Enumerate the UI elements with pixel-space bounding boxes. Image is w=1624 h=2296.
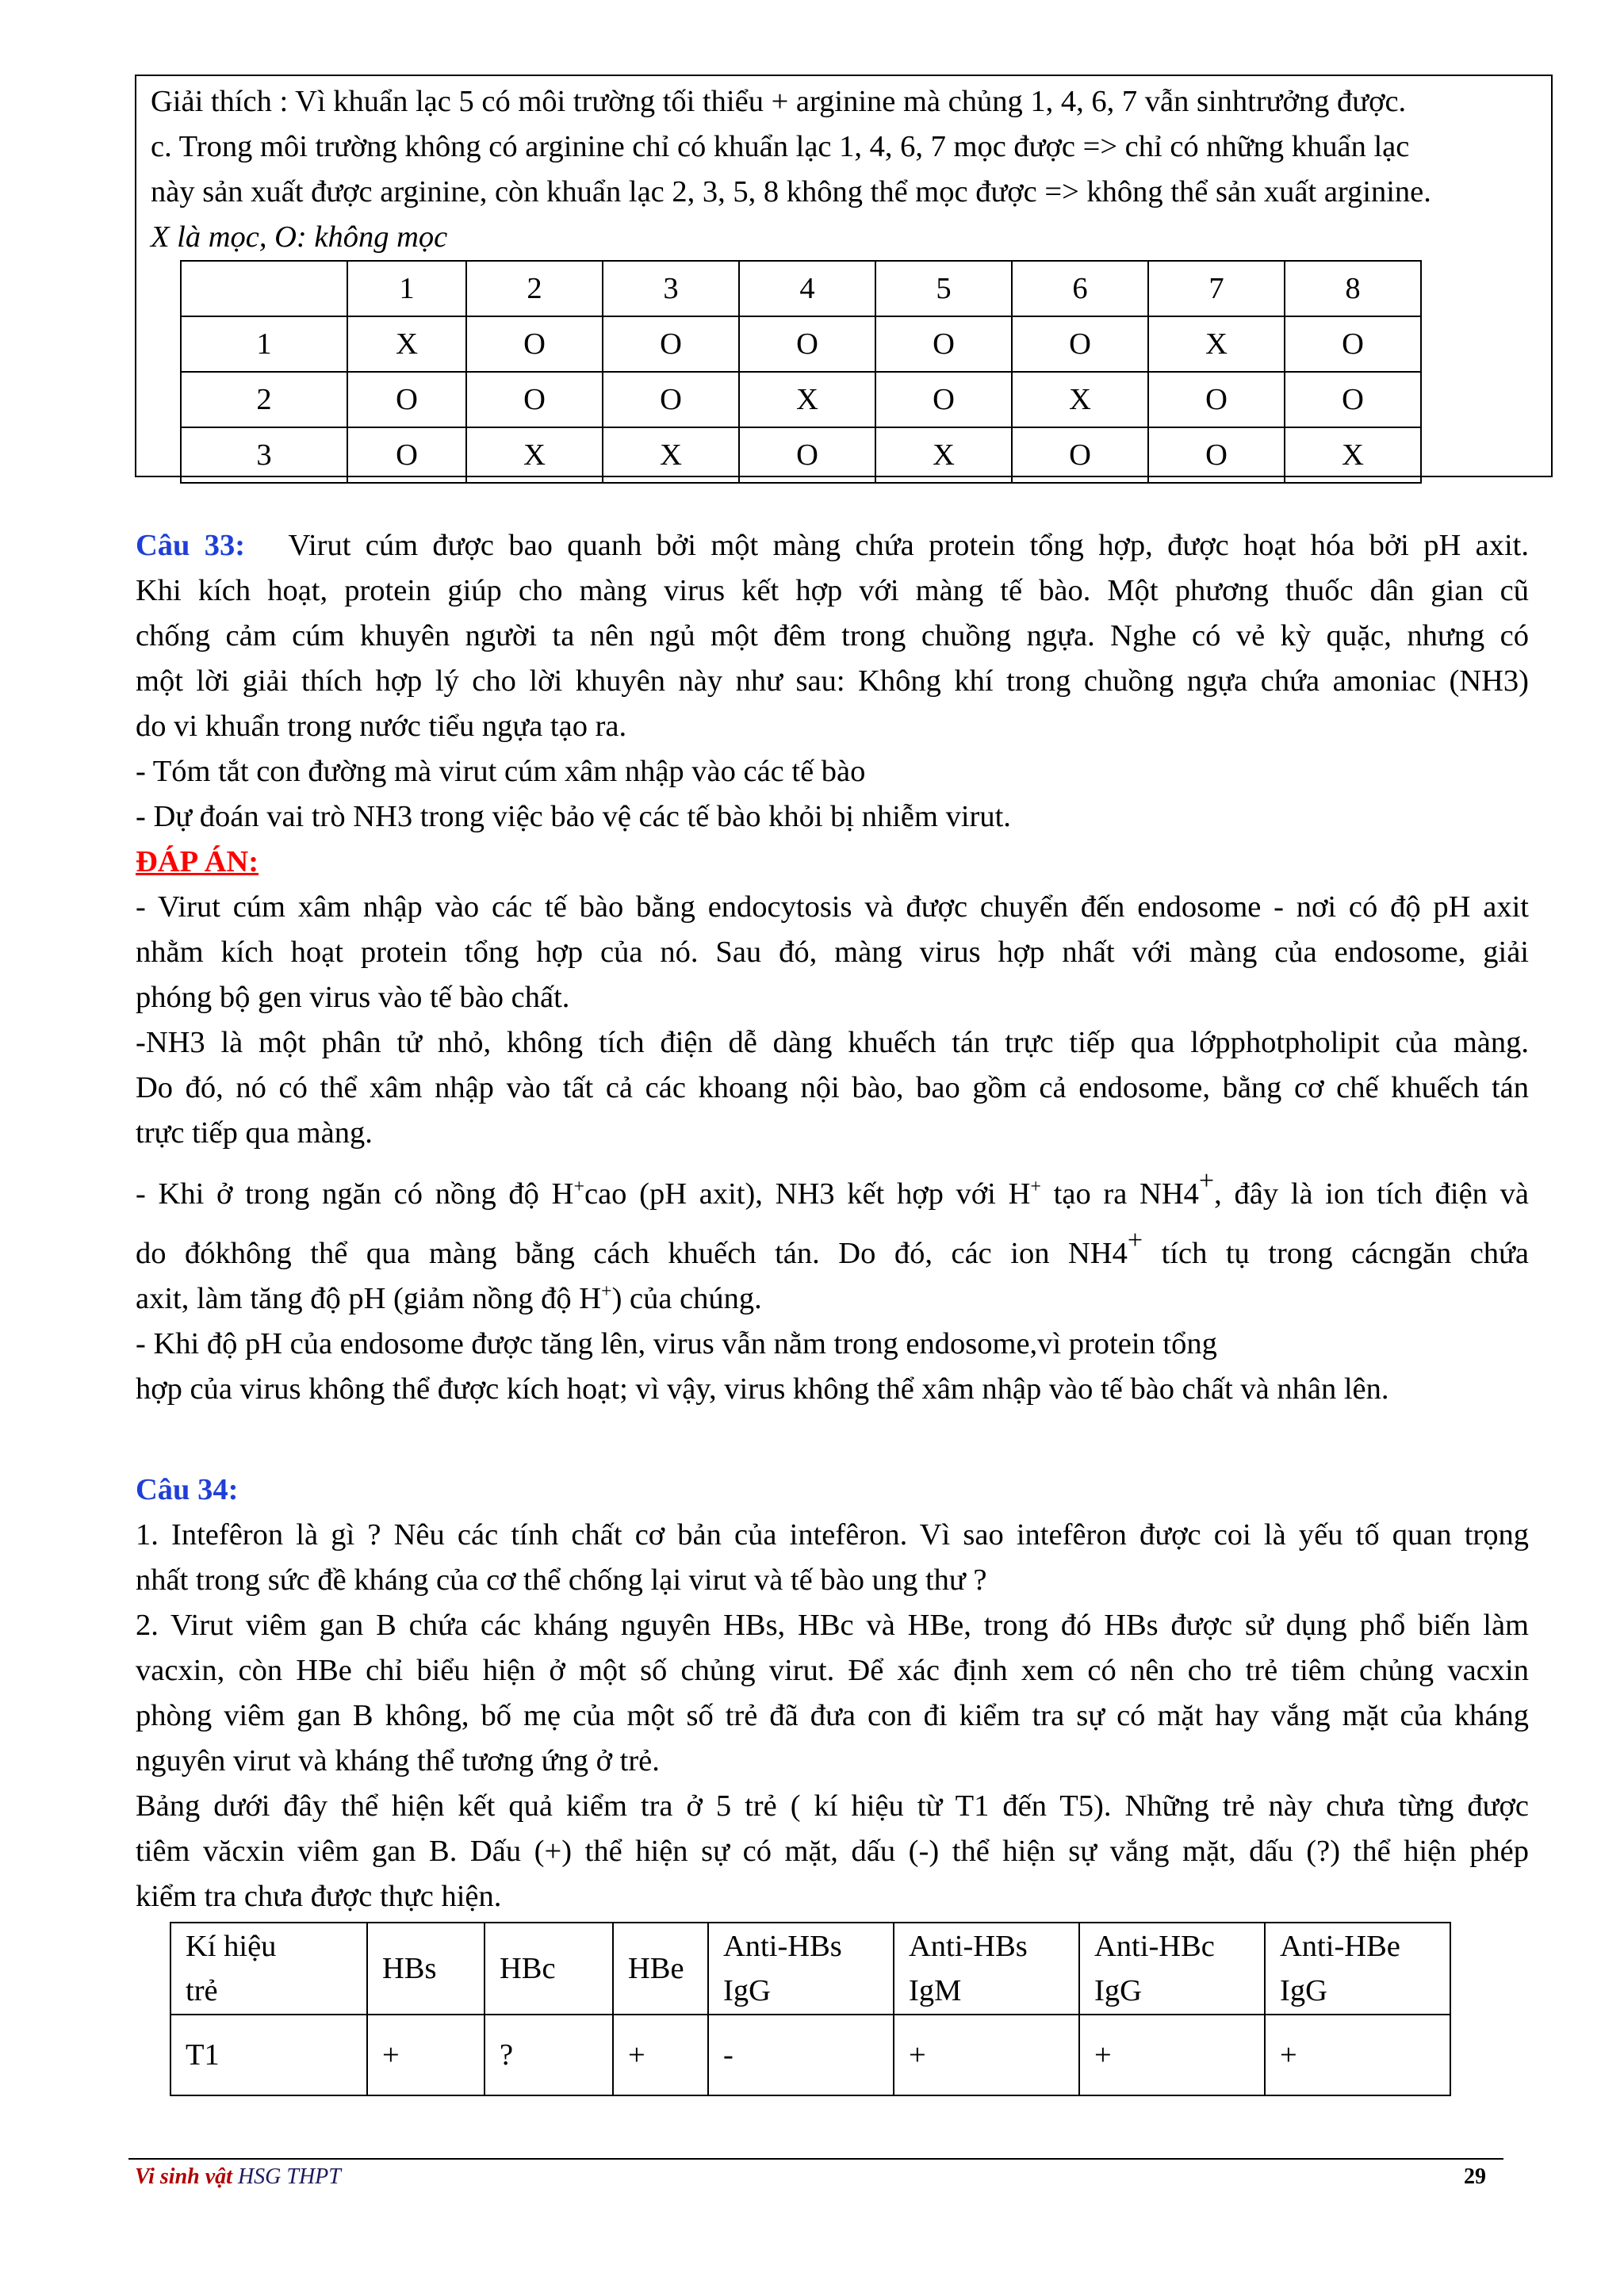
table-header-cell: HBs — [367, 1923, 485, 2015]
table-cell: + — [1079, 2015, 1265, 2095]
table-cell: X — [1012, 372, 1148, 427]
table-cell: O — [1285, 372, 1421, 427]
table-header-cell: Anti-HBc IgG — [1079, 1923, 1265, 2015]
table-header-cell: Kí hiệu trẻ — [170, 1923, 367, 2015]
answer-text: do đókhông thể qua màng bằng cách khuếch tán. Do đó, các ion NH4+ tích tụ trong cácngăn chứa — [136, 1226, 1530, 1270]
question-text: Khi kích hoạt, protein giúp cho màng virus kết hợp với màng tế bào. Một phương thuốc dân gian cũ — [136, 574, 1529, 607]
hepatitis-test-table — [170, 1922, 1451, 2096]
table-cell: X — [739, 372, 875, 427]
answer-text: -NH3 là một phân tử nhỏ, không tích điện dễ dàng khuếch tán trực tiếp qua lớpphotpholipit của màng. — [136, 1026, 1529, 1059]
question-34 — [136, 1468, 1529, 1919]
table-cell: 8 — [1285, 261, 1421, 316]
task-item: - Dự đoán vai trò NH3 trong việc bảo vệ các tế bào khỏi bị nhiễm virut. — [136, 800, 1011, 833]
answer-text: axit, làm tăng độ pH (giảm nồng độ H+) của chúng. — [136, 1281, 762, 1315]
question-text: 1. Intefêron là gì ? Nêu các tính chất cơ bản của intefêron. Vì sao intefêron được coi là yếu tố quan trọng — [136, 1518, 1529, 1552]
table-cell: + — [613, 2015, 708, 2095]
table-cell: X — [466, 427, 603, 483]
table-header-cell: HBe — [613, 1923, 708, 2015]
table-cell: X — [347, 316, 466, 372]
table-header-cell: Anti-HBs IgG — [708, 1923, 894, 2015]
question-label: Câu 34: — [136, 1473, 239, 1506]
table-cell: 3 — [603, 261, 739, 316]
table-cell: O — [347, 372, 466, 427]
question-text: 2. Virut viêm gan B chứa các kháng nguyên HBs, HBc và HBe, trong đó HBs được sử dụng phổ biến làm — [136, 1609, 1529, 1642]
footer-divider — [128, 2158, 1503, 2160]
explanation-line: Giải thích : Vì khuẩn lạc 5 có môi trường tối thiểu + arginine mà chủng 1, 4, 6, 7 vẫn sinhtrưởng được. — [151, 85, 1407, 118]
table-row — [181, 316, 1421, 372]
answer-text: trực tiếp qua màng. — [136, 1116, 373, 1150]
question-text: chống cảm cúm khuyên người ta nên ngủ một đêm trong chuồng ngựa. Nghe có vẻ kỳ quặc, nhưng có — [136, 619, 1529, 652]
question-text: vacxin, còn HBe chỉ biểu hiện ở một số chủng virut. Để xác định xem có nên cho trẻ tiêm chủng vacxin — [136, 1654, 1529, 1687]
question-text: Virut cúm được bao quanh bởi một màng chứa protein tổng hợp, được hoạt hóa bởi pH axit. — [288, 529, 1529, 562]
table-cell: X — [1285, 427, 1421, 483]
table-cell: O — [466, 372, 603, 427]
question-label: Câu 33: — [136, 529, 246, 562]
table-cell: 7 — [1148, 261, 1285, 316]
table-cell: O — [875, 316, 1012, 372]
answer-text: - Virut cúm xâm nhập vào các tế bào bằng endocytosis và được chuyển đến endosome - nơi có độ pH axit — [136, 890, 1529, 924]
answer-text: nhằm kích hoạt protein tổng hợp của nó. Sau đó, màng virus hợp nhất với màng của endosome, giải — [136, 936, 1529, 969]
table-cell: ? — [485, 2015, 613, 2095]
table-cell: O — [1148, 372, 1285, 427]
table-cell: O — [603, 372, 739, 427]
question-text: nhất trong sức đề kháng của cơ thể chống lại virut và tế bào ung thư ? — [136, 1563, 987, 1597]
table-cell: 1 — [347, 261, 466, 316]
table-legend: X là mọc, O: không mọc — [151, 220, 448, 254]
table-cell: 1 — [181, 316, 347, 372]
table-cell — [181, 261, 347, 316]
question-text: phòng viêm gan B không, bố mẹ của một số trẻ đã đưa con đi kiểm tra sự có mặt hay vắng mặt của kháng — [136, 1699, 1529, 1732]
table-header-row — [181, 261, 1421, 316]
table-cell: 6 — [1012, 261, 1148, 316]
table-cell: 2 — [466, 261, 603, 316]
table-cell: O — [1148, 427, 1285, 483]
question-text: Bảng dưới đây thể hiện kết quả kiểm tra ở 5 trẻ ( kí hiệu từ T1 đến T5). Những trẻ này chưa từng được — [136, 1789, 1529, 1823]
table-cell: X — [1148, 316, 1285, 372]
answer-text: - Khi ở trong ngăn có nồng độ H+cao (pH axit), NH3 kết hợp với H+ tạo ra NH4+, đây là ion tích điện và — [136, 1166, 1529, 1211]
question-text: nguyên virut và kháng thể tương ứng ở trẻ. — [136, 1744, 660, 1777]
table-cell: O — [347, 427, 466, 483]
question-text: do vi khuẩn trong nước tiểu ngựa tạo ra. — [136, 710, 627, 743]
footer-title: Vi sinh vật HSG THPT — [135, 2164, 341, 2189]
table-cell: - — [708, 2015, 894, 2095]
answer-c-line: này sản xuất được arginine, còn khuẩn lạc 2, 3, 5, 8 không thể mọc được => không thể sản xuất arginine. — [151, 175, 1431, 209]
table-cell: X — [603, 427, 739, 483]
table-cell: O — [1012, 427, 1148, 483]
table-cell: 4 — [739, 261, 875, 316]
table-cell: O — [1012, 316, 1148, 372]
answer-text: Do đó, nó có thể xâm nhập vào tất cả các khoang nội bào, bao gồm cả endosome, bằng cơ chế khuếch tán — [136, 1071, 1529, 1104]
table-cell: O — [466, 316, 603, 372]
table-cell: + — [1265, 2015, 1450, 2095]
question-text: kiểm tra chưa được thực hiện. — [136, 1880, 502, 1913]
table-cell: O — [739, 427, 875, 483]
answer-label: ĐÁP ÁN: — [136, 845, 259, 878]
growth-table — [180, 260, 1422, 484]
table-cell: 5 — [875, 261, 1012, 316]
table-header-cell: HBc — [485, 1923, 613, 2015]
table-cell: O — [739, 316, 875, 372]
table-cell: O — [603, 316, 739, 372]
table-header-cell: Anti-HBs IgM — [894, 1923, 1079, 2015]
table-cell: + — [894, 2015, 1079, 2095]
question-33 — [136, 523, 1529, 1412]
page-number: 29 — [1464, 2164, 1486, 2189]
table-cell: T1 — [170, 2015, 367, 2095]
table-cell: O — [875, 372, 1012, 427]
question-text: một lời giải thích hợp lý cho lời khuyên này như sau: Không khí trong chuồng ngựa chứa amoniac (NH3) — [136, 664, 1529, 698]
table-cell: 2 — [181, 372, 347, 427]
question-text: tiêm văcxin viêm gan B. Dấu (+) thể hiện sự có mặt, dấu (-) thể hiện sự vắng mặt, dấu (?) thể hiện phép — [136, 1835, 1529, 1868]
answer-text: phóng bộ gen virus vào tế bào chất. — [136, 981, 570, 1014]
table-cell: O — [1285, 316, 1421, 372]
table-cell: X — [875, 427, 1012, 483]
table-row — [170, 2015, 1450, 2095]
answer-text: hợp của virus không thể được kích hoạt; vì vậy, virus không thể xâm nhập vào tế bào chất và nhân lên. — [136, 1372, 1389, 1406]
answer-c-line: c. Trong môi trường không có arginine chỉ có khuẩn lạc 1, 4, 6, 7 mọc được => chỉ có những khuẩn lạc — [151, 130, 1410, 163]
table-row — [181, 372, 1421, 427]
table-cell: + — [367, 2015, 485, 2095]
table-cell: 3 — [181, 427, 347, 483]
table-row — [181, 427, 1421, 483]
task-item: - Tóm tắt con đường mà virut cúm xâm nhập vào các tế bào — [136, 755, 866, 788]
table-header-cell: Anti-HBe IgG — [1265, 1923, 1450, 2015]
table-header-row — [170, 1923, 1450, 2015]
answer-text: - Khi độ pH của endosome được tăng lên, virus vẫn nằm trong endosome,vì protein tổng — [136, 1327, 1217, 1360]
